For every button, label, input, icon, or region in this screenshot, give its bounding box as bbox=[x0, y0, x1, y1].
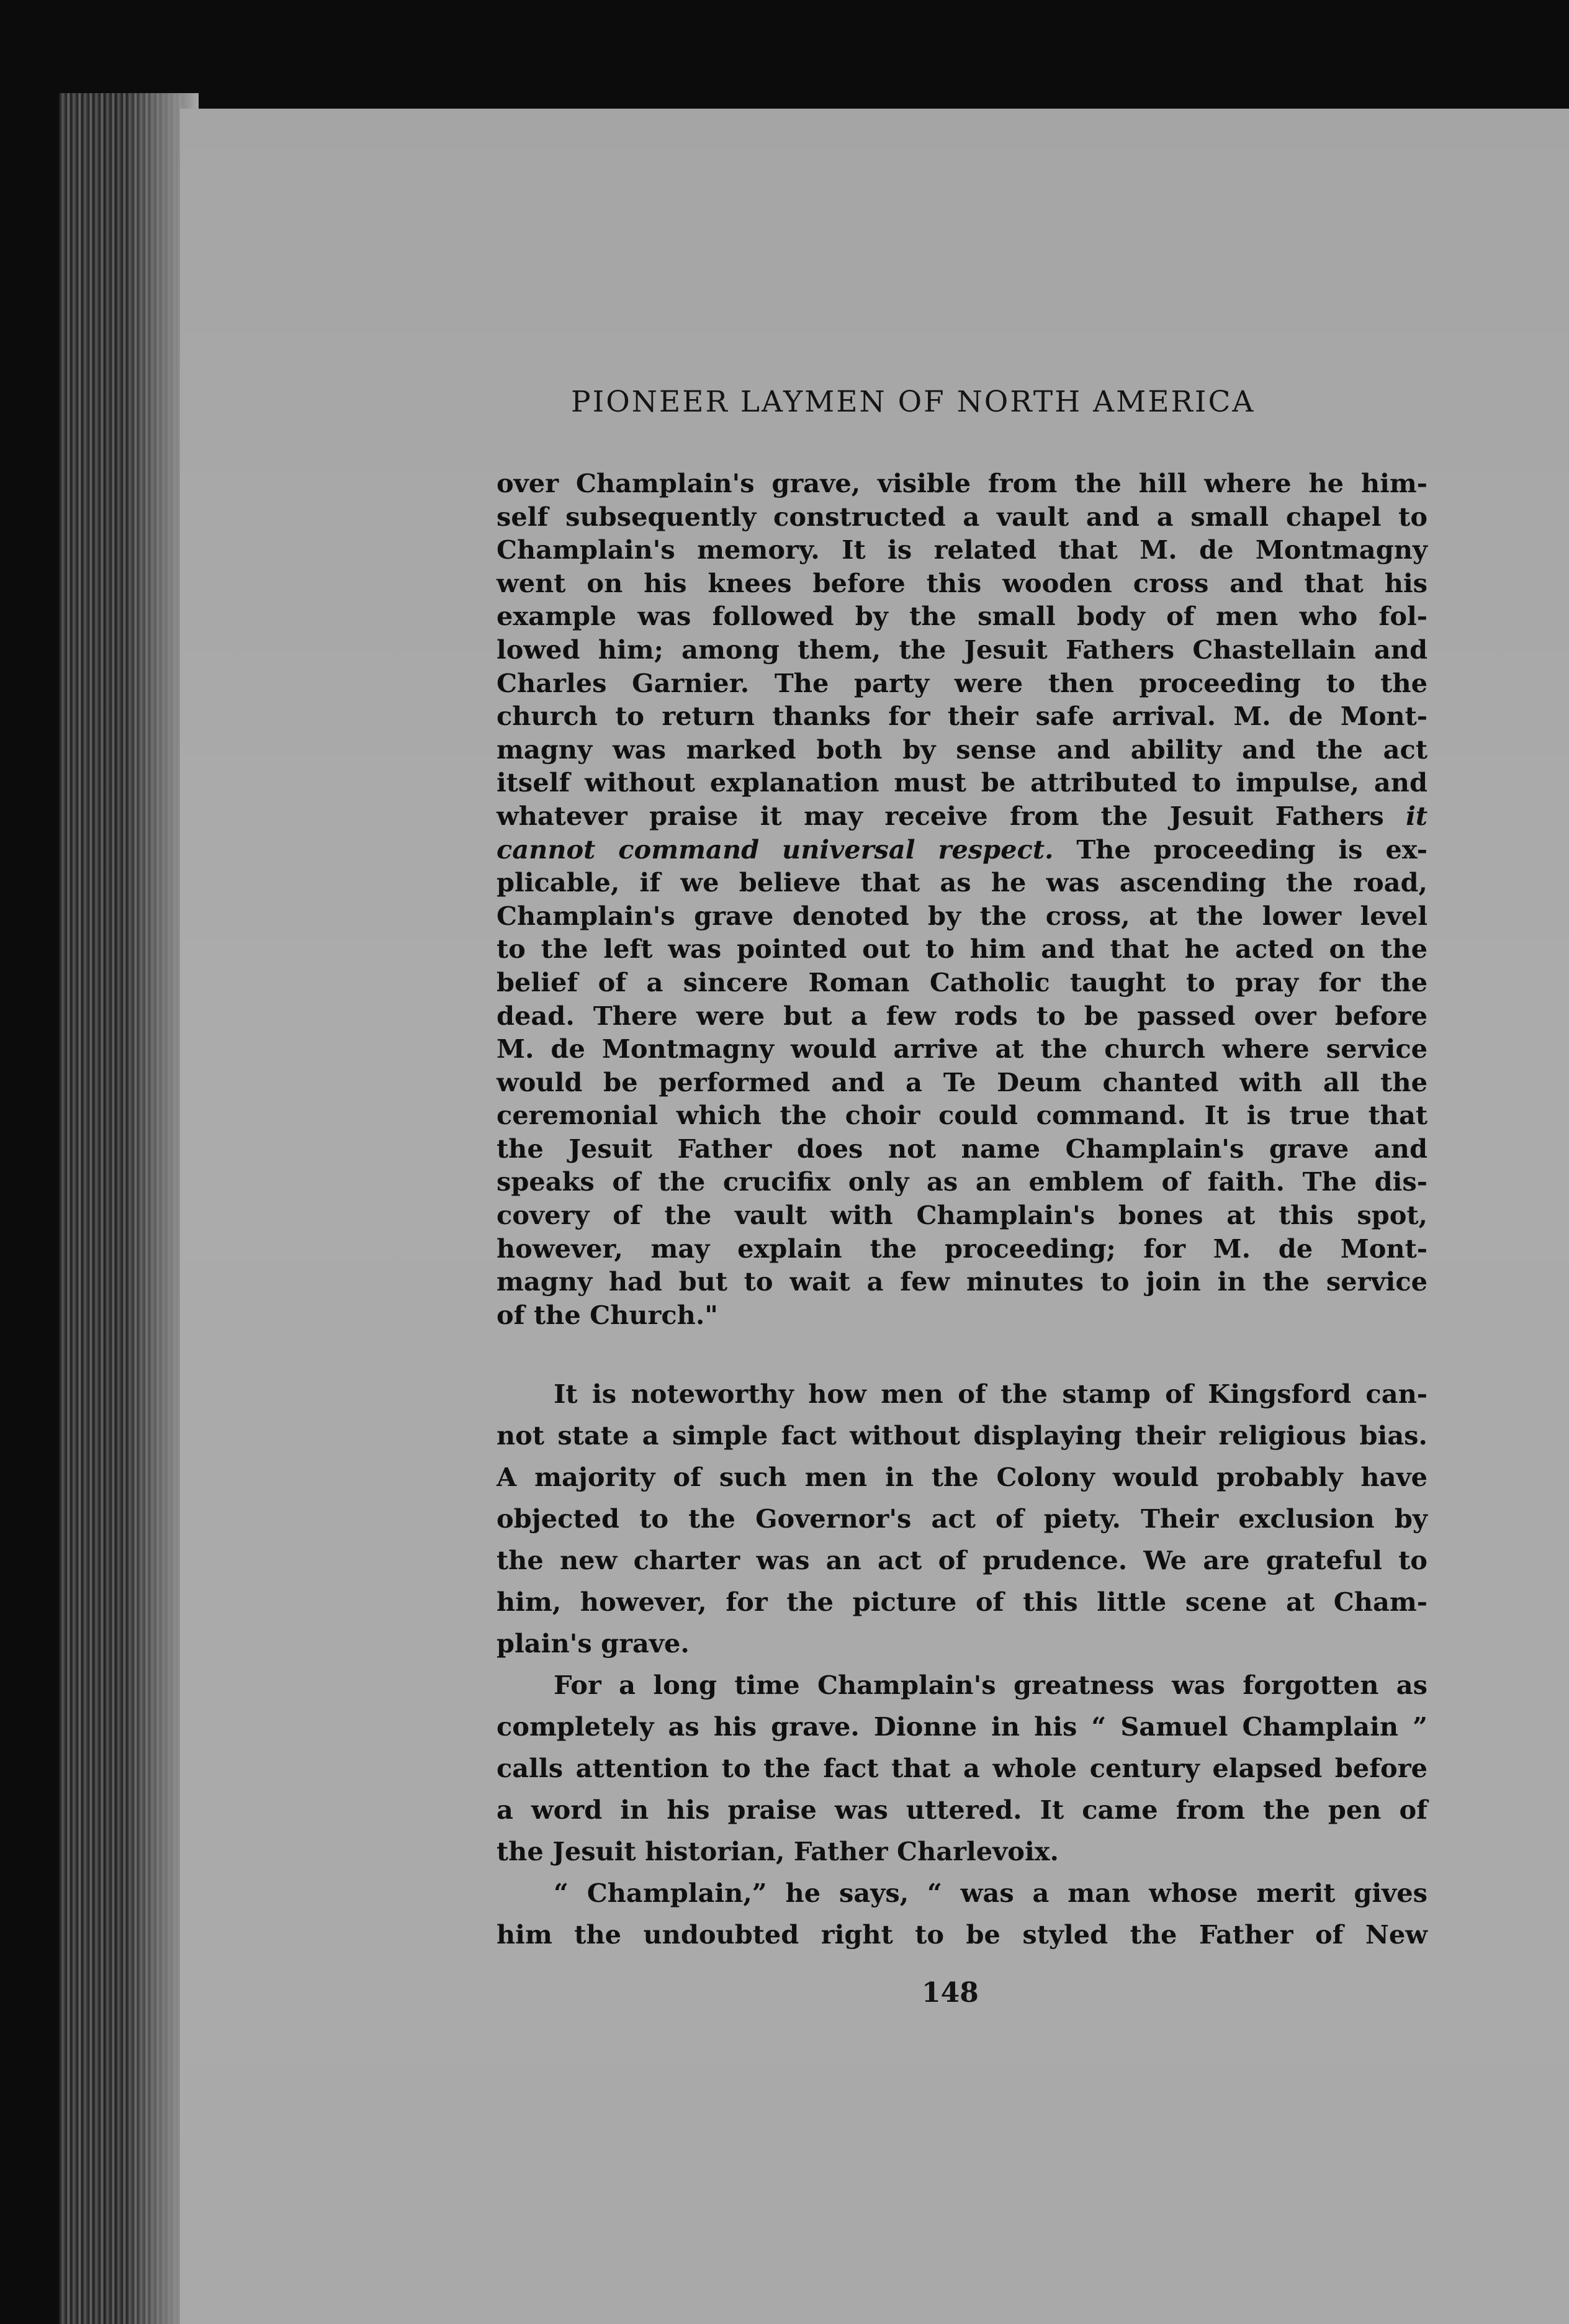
running-head: PIONEER LAYMEN OF NORTH AMERICA bbox=[571, 385, 1256, 419]
text-line: the Jesuit Father does not name Champlain's grave and bbox=[497, 1133, 1427, 1164]
text-line: church to return thanks for their safe arrival. M. de Mont- bbox=[497, 701, 1427, 732]
text-line: plicable, if we believe that as he was ascending the road, bbox=[497, 867, 1427, 898]
text-line: For a long time Champlain's greatness was forgotten as bbox=[554, 1670, 1427, 1700]
text-line: itself without explanation must be attributed to impulse, and bbox=[497, 767, 1427, 798]
text-line: to the left was pointed out to him and that he acted on the bbox=[497, 934, 1427, 965]
text-line: would be performed and a Te Deum chanted with all the bbox=[497, 1066, 1427, 1097]
text-line: It is noteworthy how men of the stamp of Kingsford can- bbox=[554, 1379, 1427, 1409]
text-line: magny had but to wait a few minutes to join in the service bbox=[497, 1266, 1427, 1297]
text-line bbox=[497, 833, 1427, 867]
text-line: Charles Garnier. The party were then proceeding to the bbox=[497, 667, 1427, 698]
text-line: ceremonial which the choir could command. It is true that bbox=[497, 1100, 1427, 1131]
text-line: a word in his praise was uttered. It came from the pen of bbox=[497, 1795, 1427, 1825]
italic-text: it bbox=[1406, 800, 1427, 831]
page-number: 148 bbox=[922, 1977, 979, 2009]
text-line: the Jesuit historian, Father Charlevoix. bbox=[497, 1836, 1059, 1867]
text-line: objected to the Governor's act of piety. Their exclusion by bbox=[497, 1503, 1427, 1534]
text-line: over Champlain's grave, visible from the hill where he him- bbox=[497, 468, 1427, 498]
text-line: Champlain's memory. It is related that M. de Montmagny bbox=[497, 534, 1427, 565]
text-line: belief of a sincere Roman Catholic taught to pray for the bbox=[497, 966, 1427, 998]
text-line: plain's grave. bbox=[497, 1628, 690, 1659]
text-line: Champlain's grave denoted by the cross, at the lower level bbox=[497, 900, 1427, 931]
text-line: self subsequently constructed a vault and a small chapel to bbox=[497, 501, 1427, 532]
text-line: the new charter was an act of prudence. We are grateful to bbox=[497, 1545, 1427, 1575]
text-line: example was followed by the small body of men who fol- bbox=[497, 601, 1427, 632]
text-line: however, may explain the proceeding; for M. de Mont- bbox=[497, 1233, 1427, 1264]
text-line: him, however, for the picture of this little scene at Cham- bbox=[497, 1587, 1427, 1617]
text-line: “ Champlain,” he says, “ was a man whose merit gives bbox=[554, 1878, 1427, 1908]
text-line bbox=[497, 799, 1427, 833]
text-line: dead. There were but a few rods to be passed over before bbox=[497, 1000, 1427, 1031]
text-line: covery of the vault with Champlain's bones at this spot, bbox=[497, 1200, 1427, 1231]
paragraph-quotation bbox=[497, 467, 1427, 1331]
paragraph-body bbox=[497, 1373, 1427, 1955]
text-segment: The proceeding is ex- bbox=[1076, 834, 1428, 865]
text-line: calls attention to the fact that a whole century elapsed before bbox=[497, 1753, 1427, 1783]
text-line: M. de Montmagny would arrive at the church where service bbox=[497, 1034, 1427, 1065]
text-line: of the Church." bbox=[497, 1299, 718, 1330]
text-line: A majority of such men in the Colony would probably have bbox=[497, 1462, 1427, 1492]
text-segment: whatever praise it may receive from the Jesuit Fathers bbox=[497, 800, 1384, 831]
text-line: not state a simple fact without displaying their religious bias. bbox=[497, 1420, 1427, 1451]
text-line: speaks of the crucifix only as an emblem of faith. The dis- bbox=[497, 1166, 1427, 1197]
text-line: him the undoubted right to be styled the Father of New bbox=[497, 1919, 1427, 1950]
text-line: magny was marked both by sense and ability and the act bbox=[497, 734, 1427, 765]
text-line: lowed him; among them, the Jesuit Fathers Chastellain and bbox=[497, 634, 1427, 665]
text-line: went on his knees before this wooden cross and that his bbox=[497, 567, 1427, 598]
italic-text: cannot command universal respect. bbox=[497, 834, 1054, 865]
text-line: completely as his grave. Dionne in his “ Samuel Champlain ” bbox=[497, 1711, 1427, 1742]
